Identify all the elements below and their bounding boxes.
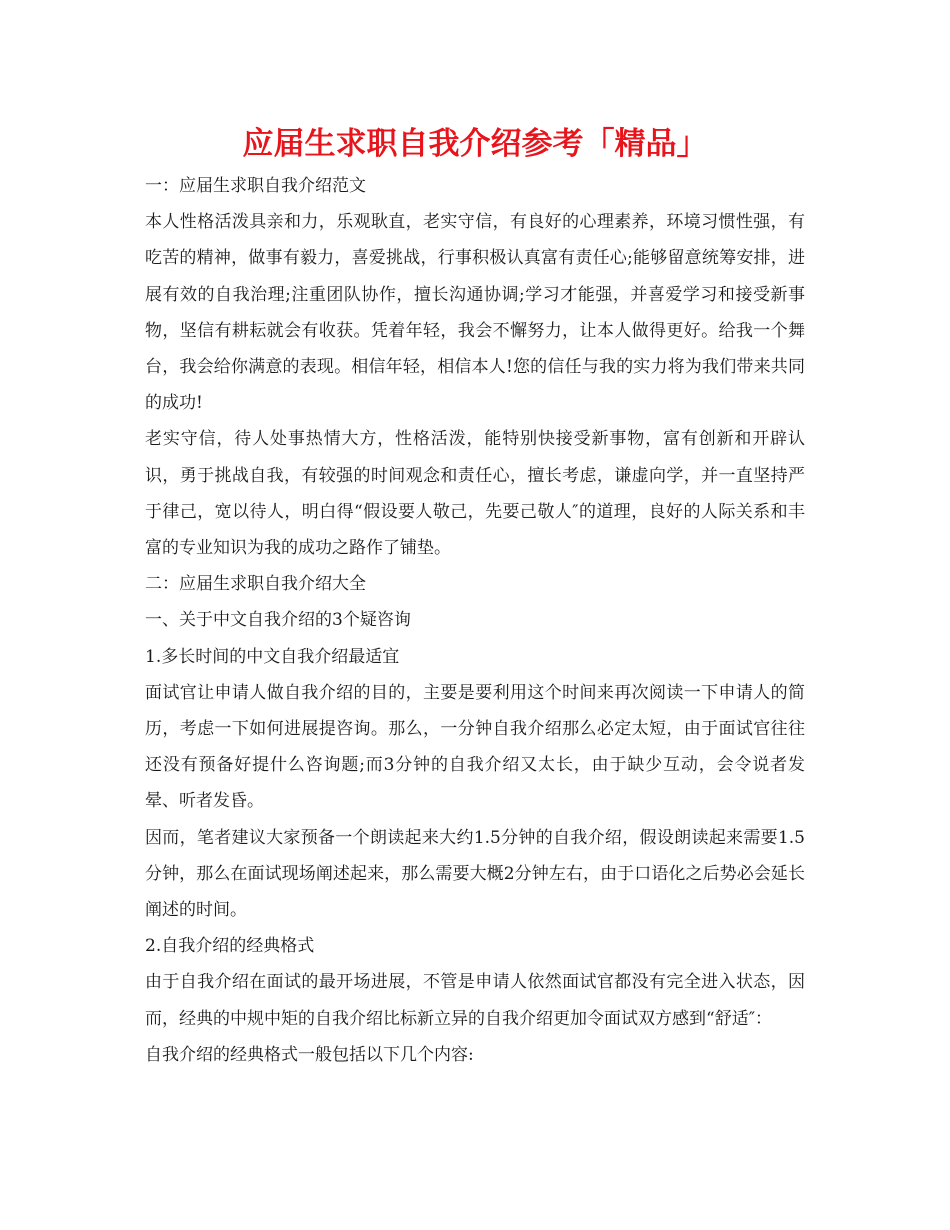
document-title: 应届生求职自我介绍参考「精品」 [242,126,708,162]
paragraph: 由于自我介绍在面试的最开场进展，不管是申请人依然面试官都没有完全进入状态，因而，经典的中规中矩的自我介绍比标新立异的自我介绍更加令面试双方感到“舒适″： [145,972,805,1029]
paragraph: 本人性格活泼具亲和力，乐观耿直，老实守信，有良好的心理素养，环境习惯性强，有吃苦的精神，做事有毅力，喜爱挑战，行事积极认真富有责任心;能够留意统筹安排，进展有效的自我治理;注重团队协作，擅长沟通协调;学习才能强，并喜爱学习和接受新事物，坚信有耕耘就会有收获。凭着年轻，我会不懈努力，让本人做得更好。给我一个舞台，我会给你满意的表现。相信年轻，相信本人!您的信任与我的实力将为我们带来共同的成功! [145,212,805,414]
paragraph: 老实守信，待人处事热情大方，性格活泼，能特别快接受新事物，富有创新和开辟认识，勇于挑战自我，有较强的时间观念和责任心，擅长考虑，谦虚向学，并一直坚持严于律己，宽以待人，明白得“假设要人敬己，先要己敬人″的道理，良好的人际关系和丰富的专业知识为我的成功之路作了铺垫。 [145,429,805,559]
paragraph: 因而，笔者建议大家预备一个朗读起来大约1.5分钟的自我介绍，假设朗读起来需要1.5分钟，那么在面试现场阐述起来，那么需要大概2分钟左右，由于口语化之后势必会延长阐述的时间。 [145,827,805,921]
section-heading-1: 一：应届生求职自我介绍范文 [145,176,366,196]
paragraph: 面试官让申请人做自我介绍的目的，主要是要利用这个时间来再次阅读一下申请人的简历，考虑一下如何进展提咨询。那么，一分钟自我介绍那么必定太短，由于面试官往往还没有预备好提什么咨询题;而3分钟的自我介绍又太长，由于缺少互动，会令说者发晕、听者发昏。 [145,682,805,812]
subsection-heading: 一、关于中文自我介绍的3个疑咨询 [145,610,411,631]
question-heading-1: 1.多长时间的中文自我介绍最适宜 [145,646,400,667]
section-heading-2: 二：应届生求职自我介绍大全 [145,574,366,595]
question-heading-2: 2.自我介绍的经典格式 [145,936,315,957]
paragraph: 自我介绍的经典格式一般包括以下几个内容: [145,1044,474,1065]
document-body [145,168,805,1073]
